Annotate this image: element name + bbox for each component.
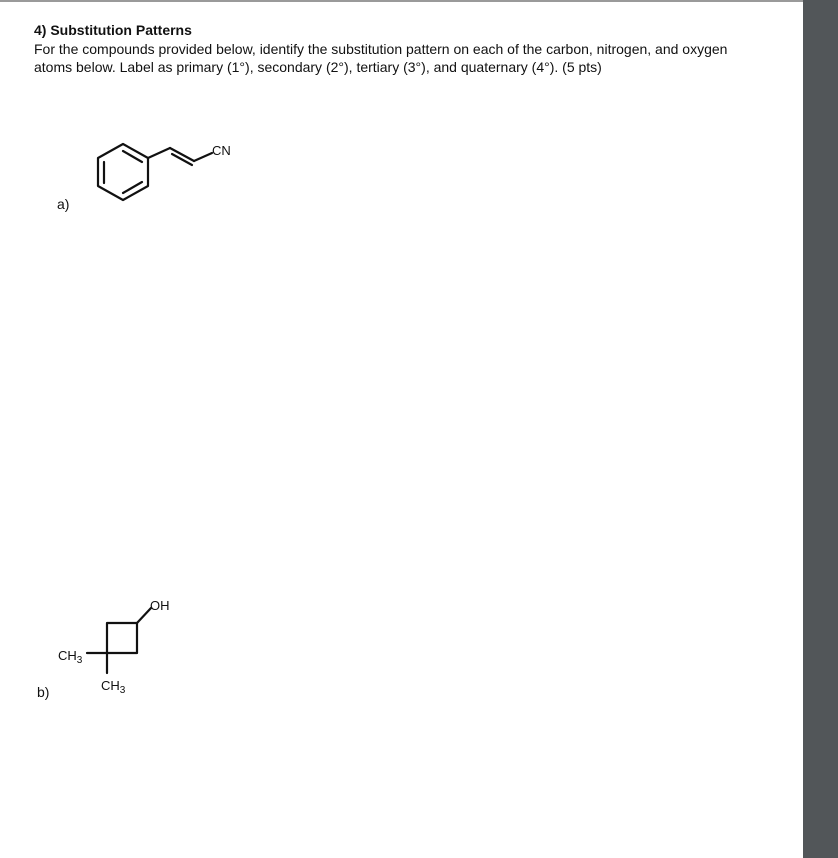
oh-bond [137,608,151,623]
benzene-ring [98,144,148,200]
viewer-scroll-gutter[interactable] [803,0,838,858]
cyclobutane-ring [107,623,137,653]
compound-b-structure [50,590,190,700]
document-page [0,2,803,858]
cn-group-label: CN [212,143,231,158]
question-heading: 4) Substitution Patterns [34,22,192,38]
compound-a-structure [90,135,250,215]
left-methyl-label: $CH_3$ [58,648,83,666]
part-b-label: b) [37,684,50,700]
alkene-chain [148,148,212,165]
oh-group-label: OH [150,598,170,613]
question-instructions: For the compounds provided below, identify the substitution pattern on each of the carbon, nitrogen, and oxygen atoms below. Label as primary (1°), secondary (2°), tertiary (3°), and quaternary (4°). (5 pts) [34,41,728,75]
bottom-methyl-label: $CH_3$ [101,678,126,696]
part-a-label: a) [57,196,70,212]
